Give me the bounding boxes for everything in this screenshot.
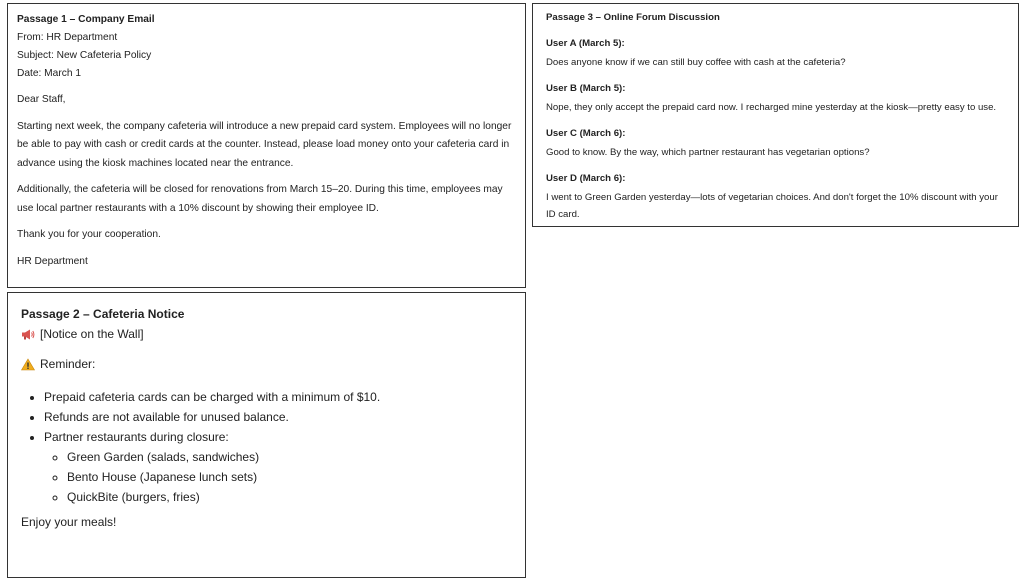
restaurant-item: ◦ Green Garden (salads, sandwiches)	[67, 447, 512, 467]
reminder-line	[21, 357, 512, 372]
forum-post-text: Does anyone know if we can still buy coffee with cash at the cafeteria?	[546, 57, 846, 68]
notice-closing: Enjoy your meals!	[21, 515, 117, 529]
forum-post-text: Nope, they only accept the prepaid card now. I recharged mine yesterday at the kiosk—pretty easy to use.	[546, 102, 997, 113]
megaphone-icon	[21, 328, 35, 341]
passage-1-email	[7, 3, 526, 288]
forum-post-text: I went to Green Garden yesterday—lots of vegetarian choices. And don't forget the 10% discount with your ID card.	[546, 192, 998, 220]
list-item: • Refunds are not available for unused balance.	[44, 407, 512, 427]
forum-post-user: User D (March 6):	[546, 173, 626, 184]
list-item-partners	[44, 427, 512, 507]
list-item: • Prepaid cafeteria cards can be charged with a minimum of $10.	[44, 387, 512, 407]
email-signature: HR Department	[17, 255, 88, 267]
email-subject: Subject: New Cafeteria Policy	[17, 50, 152, 61]
warning-icon	[21, 358, 35, 371]
passage-1-title: Passage 1 – Company Email	[17, 14, 155, 25]
forum-post-user: User C (March 6):	[546, 128, 626, 139]
notice-list	[21, 387, 512, 507]
passage-3-forum	[532, 3, 1019, 227]
passage-2-notice	[7, 292, 526, 578]
email-paragraph-1: Starting next week, the company cafeteria will introduce a new prepaid card system. Employees will no longer be able to pay with cash or credit cards at the counter. Instead, please load money onto your cafeteria card in advance using the kiosk machines located near the entrance.	[17, 120, 512, 169]
email-thanks: Thank you for your cooperation.	[17, 229, 161, 240]
restaurant-item: ◦ QuickBite (burgers, fries)	[67, 487, 512, 507]
reminder-label: Reminder:	[40, 357, 96, 371]
notice-wall-line	[21, 327, 512, 342]
notice-wall-label: [Notice on the Wall]	[40, 327, 144, 341]
restaurant-list	[44, 447, 512, 507]
forum-post-user: User B (March 5):	[546, 83, 626, 94]
email-greeting: Dear Staff,	[17, 94, 66, 105]
passage-2-title: Passage 2 – Cafeteria Notice	[21, 307, 185, 321]
email-from: From: HR Department	[17, 32, 118, 43]
forum-post-text: Good to know. By the way, which partner restaurant has vegetarian options?	[546, 147, 870, 158]
passage-3-title: Passage 3 – Online Forum Discussion	[546, 12, 720, 23]
email-date: Date: March 1	[17, 68, 81, 79]
restaurant-item: ◦ Bento House (Japanese lunch sets)	[67, 467, 512, 487]
email-paragraph-2: Additionally, the cafeteria will be closed for renovations from March 15–20. During this time, employees may use local partner restaurants with a 10% discount by showing their employee ID.	[17, 184, 503, 214]
partners-heading: Partner restaurants during closure:	[44, 430, 229, 444]
forum-post-user: User A (March 5):	[546, 38, 625, 49]
